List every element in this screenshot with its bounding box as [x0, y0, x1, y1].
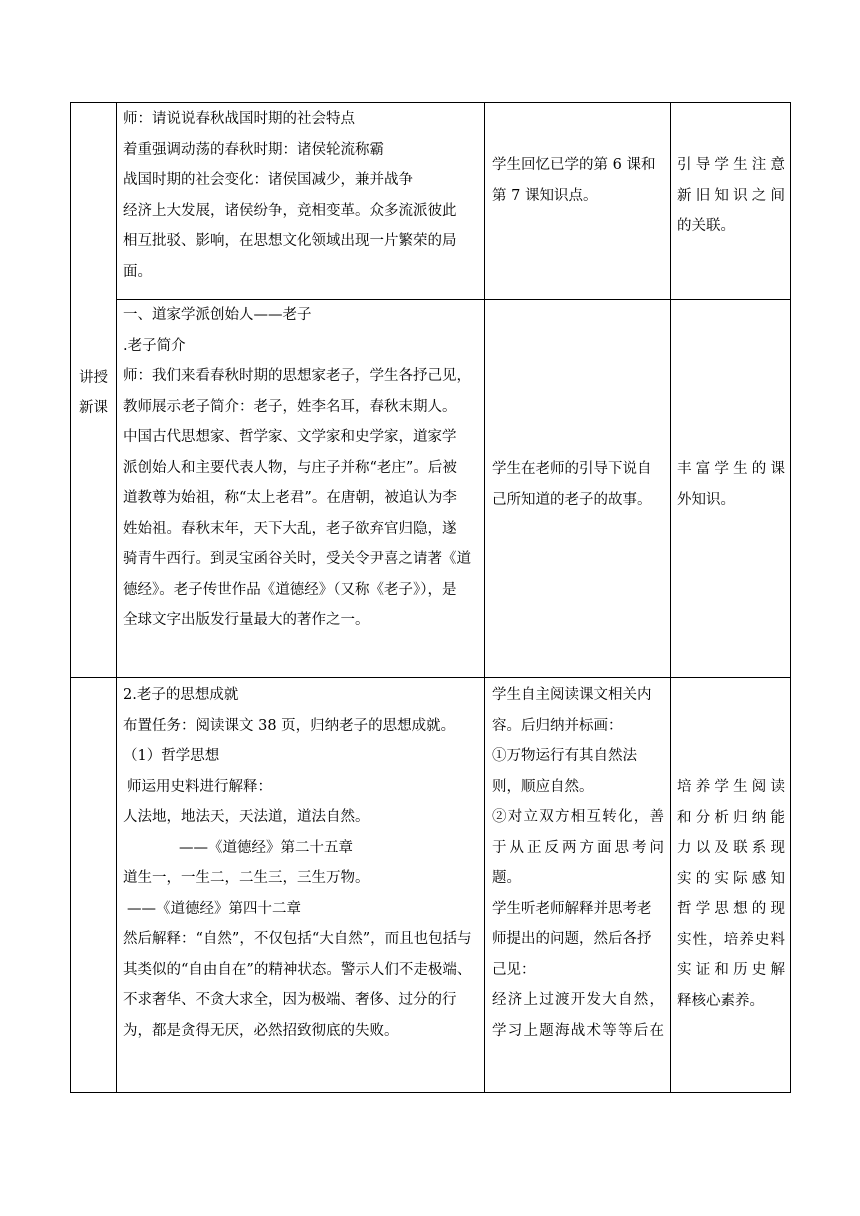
- content-line: 经济上大发展，诸侯纷争，竞相变革。众多流派彼此: [123, 202, 457, 219]
- student-line: 于从正反两方面思考问: [492, 839, 664, 856]
- student-line: 学习上题海战术等等后在: [492, 1022, 664, 1039]
- content-line: 师运用史料进行解释：: [127, 778, 272, 795]
- intent-line: 哲学思想的现: [677, 901, 785, 917]
- content-line: 师：请说说春秋战国时期的社会特点: [123, 111, 355, 127]
- content-line: 不求奢华、不贪大求全，因为极端、奢侈、过分的行: [123, 992, 457, 1008]
- intent-line: 引导学生注意: [677, 157, 785, 173]
- content-line: 骑青牛西行。到灵宝函谷关时，受关令尹喜之请著《道: [123, 551, 471, 567]
- content-line: ——《道德经》第四十二章: [127, 900, 301, 917]
- student-line: 学生回忆已学的第 6 课和: [492, 157, 656, 173]
- content-line: 道生一，一生二，二生三，三生万物。: [123, 870, 370, 886]
- content-line: 全球文字出版发行量最大的著作之一。: [123, 612, 370, 628]
- section-label-line: 新课: [79, 400, 108, 416]
- content-line: （1）哲学思想: [123, 748, 220, 764]
- row-divider: [71, 677, 790, 678]
- row1-design-intent: [677, 150, 785, 242]
- content-line: 一、道家学派创始人——老子: [123, 307, 312, 323]
- intent-line: 实证和历史解: [677, 962, 785, 978]
- student-line: 题。: [492, 870, 521, 886]
- student-line: 师提出的问题，然后各抒: [492, 931, 652, 947]
- content-line: 师：我们来看春秋时期的思想家老子，学生各抒己见，: [123, 368, 471, 384]
- intent-line: 实性，培养史料: [677, 931, 785, 948]
- column-divider: [484, 103, 485, 1092]
- content-line: 教师展示老子简介：老子，姓李名耳，春秋末期人。: [123, 398, 457, 415]
- student-line: 容。后归纳并标画：: [492, 717, 623, 734]
- content-line: 面。: [123, 263, 152, 280]
- row3-content: [123, 680, 478, 1046]
- content-line: ——《道德经》第二十五章: [179, 839, 353, 856]
- intent-line: 丰富学生的课: [677, 461, 785, 477]
- content-line: 布置任务：阅读课文 38 页，归纳老子的思想成就。: [123, 717, 456, 734]
- section-label: [71, 363, 116, 423]
- column-divider: [670, 103, 671, 1092]
- content-line: 着重强调动荡的春秋时期：诸侯轮流称霸: [123, 141, 384, 158]
- row2-student-activity: [492, 454, 664, 515]
- content-line: 2.老子的思想成就: [123, 687, 239, 703]
- row3-design-intent: [677, 772, 785, 1016]
- content-line: 为，都是贪得无厌，必然招致彻底的失败。: [123, 1022, 399, 1039]
- row2-design-intent: [677, 454, 785, 515]
- intent-line: 培养学生阅读: [677, 779, 785, 795]
- content-line: 姓始祖。春秋末年，天下大乱，老子欲弃官归隐，遂: [123, 520, 457, 537]
- intent-line: 和分析归纳能: [677, 809, 785, 826]
- content-line: 其类似的“自由自在”的精神状态。警示人们不走极端、: [123, 961, 472, 978]
- row1-student-activity: [492, 150, 664, 211]
- content-line: 人法地，地法天，天法道，道法自然。: [123, 809, 370, 825]
- student-line: 学生自主阅读课文相关内: [492, 687, 652, 703]
- content-line: 中国古代思想家、哲学家、文学家和史学家，道家学: [123, 429, 457, 445]
- lesson-plan-table: [70, 102, 791, 1093]
- student-line: ②对立双方相互转化，善: [492, 809, 664, 825]
- section-label-line: 讲授: [79, 370, 108, 386]
- intent-line: 释核心素养。: [677, 992, 764, 1009]
- content-line: 战国时期的社会变化：诸侯国减少，兼并战争: [123, 172, 413, 188]
- row3-student-activity: [492, 680, 664, 1046]
- content-line: 相互批驳、影响，在思想文化领域出现一片繁荣的局: [123, 233, 457, 249]
- column-divider: [116, 103, 117, 1092]
- student-line: 学生在老师的引导下说自: [492, 461, 652, 477]
- intent-line: 实的实际感知: [677, 870, 785, 887]
- content-line: 道教尊为始祖，称“太上老君”。在唐朝，被追认为李: [123, 490, 457, 506]
- content-line: 派创始人和主要代表人物，与庄子并称“老庄”。后被: [123, 459, 457, 476]
- student-line: 则，顺应自然。: [492, 778, 594, 795]
- row2-content: [123, 300, 478, 636]
- row1-content: [123, 104, 478, 287]
- student-line: 经济上过渡开发大自然，: [492, 992, 664, 1008]
- student-line: 第 7 课知识点。: [492, 187, 598, 204]
- student-line: 学生听老师解释并思考老: [492, 900, 652, 917]
- student-line: 己所知道的老子的故事。: [492, 491, 652, 508]
- content-line: 德经》。老子传世作品《道德经》（又称《老子》），是: [123, 581, 457, 598]
- intent-line: 的关联。: [677, 218, 735, 234]
- student-line: ①万物运行有其自然法: [492, 748, 637, 764]
- intent-line: 新旧知识之间: [677, 187, 785, 204]
- intent-line: 外知识。: [677, 491, 735, 508]
- student-line: 己见：: [492, 961, 536, 978]
- content-line: 然后解释：“自然”，不仅包括“大自然”，而且也包括与: [123, 931, 472, 947]
- content-line: .老子简介: [123, 337, 186, 354]
- intent-line: 力以及联系现: [677, 840, 785, 856]
